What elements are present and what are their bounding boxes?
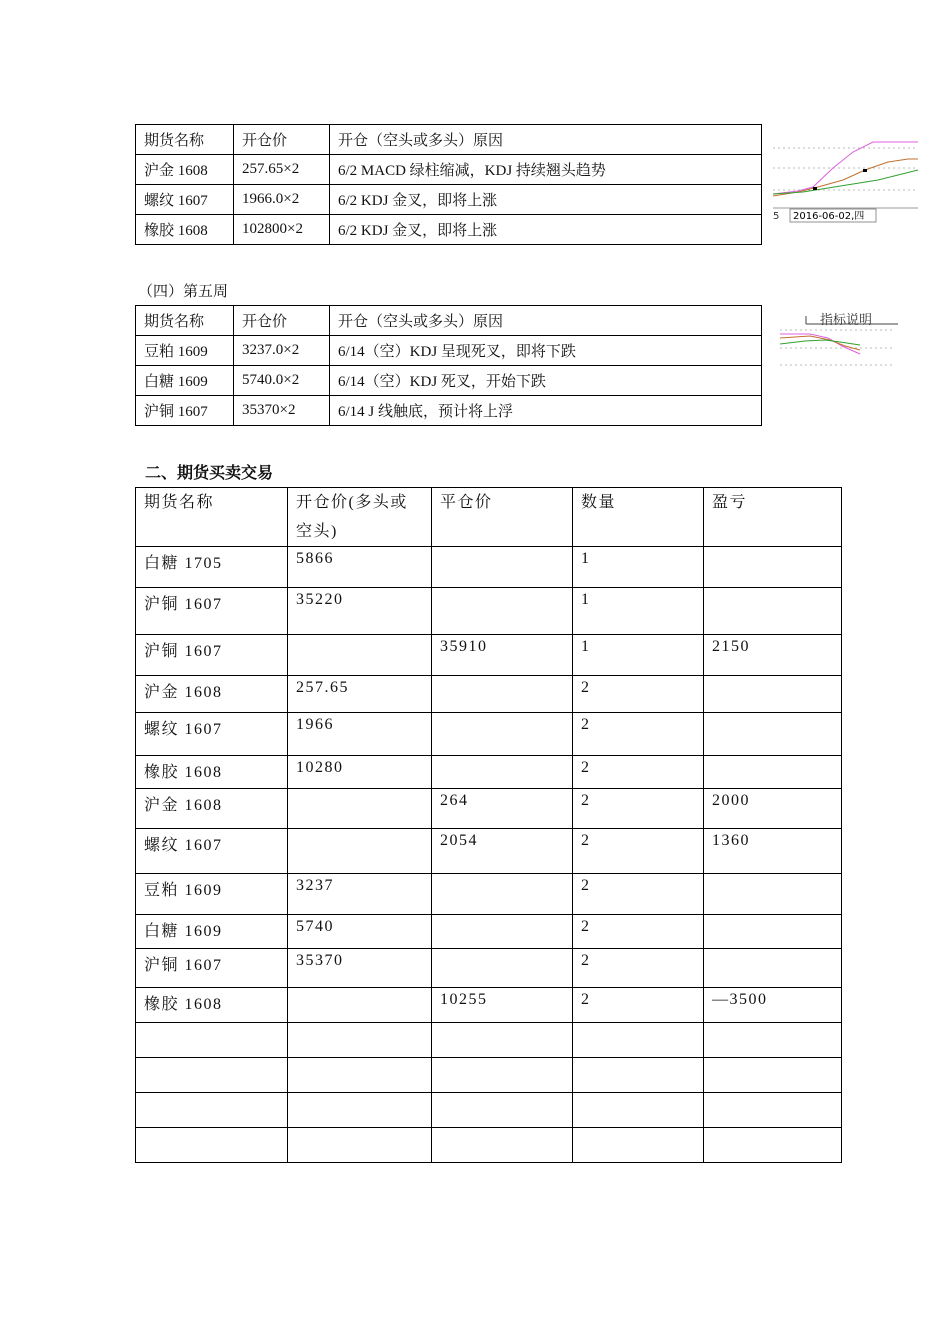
table-header-row — [136, 125, 762, 155]
table-row — [136, 1023, 842, 1058]
table-cell — [288, 1093, 432, 1128]
table-cell: 2 — [573, 676, 704, 713]
header-cell: 数量 — [573, 488, 704, 547]
table-cell: 5740 — [288, 915, 432, 949]
table-row — [136, 1128, 842, 1163]
table-cell: 豆粕 1609 — [136, 874, 288, 915]
table-row — [136, 185, 762, 215]
trade-table — [135, 487, 842, 1163]
table-cell: 橡胶 1608 — [136, 756, 288, 789]
table-cell: 2 — [573, 949, 704, 988]
table-cell: 1 — [573, 588, 704, 635]
table-cell: 35370 — [288, 949, 432, 988]
table-cell — [288, 1128, 432, 1163]
table-cell — [136, 1058, 288, 1093]
table-cell: 1 — [573, 635, 704, 676]
table-cell: 白糖 1609 — [136, 366, 234, 396]
table-cell — [573, 1023, 704, 1058]
table-cell: 白糖 1705 — [136, 547, 288, 588]
table-cell — [704, 713, 842, 756]
table-cell: 螺纹 1607 — [136, 185, 234, 215]
table-cell: 35370×2 — [234, 396, 330, 426]
table-cell — [432, 588, 573, 635]
table-cell: 35910 — [432, 635, 573, 676]
table-cell — [288, 1023, 432, 1058]
table-row — [136, 676, 842, 713]
table-cell — [432, 915, 573, 949]
table-cell: 2 — [573, 874, 704, 915]
table-cell: 6/14（空）KDJ 呈现死叉，即将下跌 — [330, 336, 762, 366]
table-cell — [704, 1128, 842, 1163]
table-cell: 6/2 KDJ 金叉，即将上涨 — [330, 215, 762, 245]
table-cell: 沪铜 1607 — [136, 949, 288, 988]
table-cell — [136, 1023, 288, 1058]
table-cell — [432, 1058, 573, 1093]
header-cell: 期货名称 — [136, 125, 234, 155]
table-row — [136, 635, 842, 676]
table-cell: 3237.0×2 — [234, 336, 330, 366]
data-marker — [813, 187, 817, 190]
table-row — [136, 215, 762, 245]
table-cell: 沪铜 1607 — [136, 396, 234, 426]
table-cell — [704, 874, 842, 915]
table-cell — [704, 1093, 842, 1128]
kdj-chart-thumbnail — [773, 124, 918, 224]
header-cell: 开仓（空头或多头）原因 — [330, 306, 762, 336]
table-cell: 2 — [573, 829, 704, 874]
table-cell: 2 — [573, 756, 704, 789]
date-tooltip-text: 2016-06-02,四 — [793, 211, 865, 222]
table-row — [136, 588, 842, 635]
d-line — [780, 340, 860, 345]
table-cell — [432, 676, 573, 713]
table-cell: 5866 — [288, 547, 432, 588]
table-cell: 102800×2 — [234, 215, 330, 245]
table-cell: 2 — [573, 713, 704, 756]
indicator-chart-thumbnail — [780, 310, 900, 372]
header-cell: 平仓价 — [432, 488, 573, 547]
table-cell — [432, 949, 573, 988]
table-row — [136, 915, 842, 949]
table-cell: 2054 — [432, 829, 573, 874]
table-row — [136, 366, 762, 396]
trade-table-body — [136, 547, 842, 1163]
table-cell — [704, 676, 842, 713]
table-cell: 257.65×2 — [234, 155, 330, 185]
header-cell: 开仓（空头或多头）原因 — [330, 125, 762, 155]
table-cell — [432, 874, 573, 915]
table-cell: 橡胶 1608 — [136, 215, 234, 245]
table-cell — [432, 1128, 573, 1163]
table-cell: 2150 — [704, 635, 842, 676]
table-cell: 沪铜 1607 — [136, 588, 288, 635]
table-cell: 6/2 MACD 绿柱缩减，KDJ 持续翘头趋势 — [330, 155, 762, 185]
table-cell: 2 — [573, 789, 704, 829]
table-row — [136, 756, 842, 789]
week4-table — [135, 124, 762, 245]
table-cell: 橡胶 1608 — [136, 988, 288, 1023]
table-row — [136, 874, 842, 915]
table-cell — [704, 1023, 842, 1058]
table-cell: 螺纹 1607 — [136, 713, 288, 756]
table-row — [136, 713, 842, 756]
table-cell: 2 — [573, 988, 704, 1023]
table-row — [136, 1093, 842, 1128]
table-row — [136, 988, 842, 1023]
table-cell: 5740.0×2 — [234, 366, 330, 396]
header-cell: 开仓价 — [234, 306, 330, 336]
table-cell: 2 — [573, 915, 704, 949]
table-cell: 1966 — [288, 713, 432, 756]
table-cell: 35220 — [288, 588, 432, 635]
table-row — [136, 155, 762, 185]
table-cell: 沪金 1608 — [136, 676, 288, 713]
table-cell — [573, 1128, 704, 1163]
chart-title: 指标说明 — [820, 313, 873, 328]
table-cell — [573, 1058, 704, 1093]
table-cell: 1 — [573, 547, 704, 588]
table-cell — [288, 789, 432, 829]
table-row — [136, 949, 842, 988]
data-marker — [863, 169, 867, 172]
table-cell: 264 — [432, 789, 573, 829]
table-cell — [288, 635, 432, 676]
table-cell: 3237 — [288, 874, 432, 915]
table-row — [136, 547, 842, 588]
header-cell: 期货名称 — [136, 488, 288, 547]
table-cell — [288, 829, 432, 874]
table-cell: 2000 — [704, 789, 842, 829]
table-cell: —3500 — [704, 988, 842, 1023]
table-cell: 豆粕 1609 — [136, 336, 234, 366]
table-cell — [704, 1058, 842, 1093]
table-cell: 10255 — [432, 988, 573, 1023]
week5-label: （四）第五周 — [138, 284, 229, 300]
table-cell — [704, 915, 842, 949]
table-cell — [136, 1093, 288, 1128]
table-cell — [704, 949, 842, 988]
table-cell: 1966.0×2 — [234, 185, 330, 215]
table-row — [136, 829, 842, 874]
table-cell — [432, 547, 573, 588]
table-cell — [573, 1093, 704, 1128]
table-row — [136, 336, 762, 366]
table-cell — [288, 1058, 432, 1093]
table-cell: 沪铜 1607 — [136, 635, 288, 676]
header-cell: 开仓价(多头或空头) — [288, 488, 432, 547]
axis-edge-label: 5 — [773, 211, 780, 222]
table-cell: 6/14 J 线触底，预计将上浮 — [330, 396, 762, 426]
table-cell — [704, 756, 842, 789]
table-row — [136, 1058, 842, 1093]
header-cell: 盈亏 — [704, 488, 842, 547]
table-cell — [432, 756, 573, 789]
header-cell: 期货名称 — [136, 306, 234, 336]
table-cell: 1360 — [704, 829, 842, 874]
table-cell — [432, 713, 573, 756]
table-cell — [704, 547, 842, 588]
table-row — [136, 789, 842, 829]
header-cell: 开仓价 — [234, 125, 330, 155]
table-cell — [288, 988, 432, 1023]
table-cell: 257.65 — [288, 676, 432, 713]
table-cell: 6/2 KDJ 金叉，即将上涨 — [330, 185, 762, 215]
table-header-row — [136, 488, 842, 547]
table-cell — [432, 1023, 573, 1058]
table-cell: 沪金 1608 — [136, 155, 234, 185]
section-heading: 二、期货买卖交易 — [145, 463, 274, 482]
table-cell: 螺纹 1607 — [136, 829, 288, 874]
table-header-row — [136, 306, 762, 336]
table-row — [136, 396, 762, 426]
table-cell: 白糖 1609 — [136, 915, 288, 949]
table-cell: 6/14（空）KDJ 死叉，开始下跌 — [330, 366, 762, 396]
week5-table — [135, 305, 762, 426]
table-cell: 10280 — [288, 756, 432, 789]
table-cell — [136, 1128, 288, 1163]
table-cell — [704, 588, 842, 635]
table-cell — [432, 1093, 573, 1128]
table-cell: 沪金 1608 — [136, 789, 288, 829]
